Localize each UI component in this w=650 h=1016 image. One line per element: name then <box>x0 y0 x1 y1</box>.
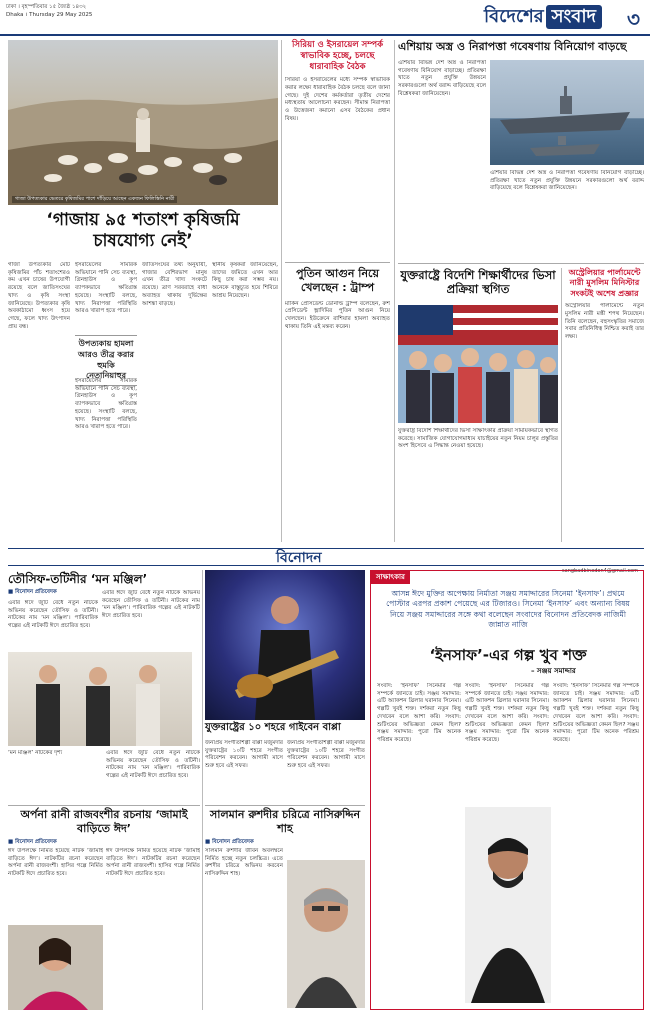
arpana-reporter: ■ বিনোদন প্রতিবেদক <box>8 838 57 845</box>
dateline <box>6 4 92 19</box>
page-number: ৩ <box>626 7 640 31</box>
sanjay-photo <box>465 807 551 1003</box>
gaza-body-col4: স্থানীয় কৃষকরা জানিয়েছেন, তাদের জমিতে এখন আর কিছু চাষ করা সম্ভব নয়। অনেকে বাস্তুচ্যুত হয়ে শিবিরে আশ্রয় নিয়েছেন। <box>212 262 278 299</box>
warship-illustration <box>490 60 644 165</box>
tousif-photo-illustration <box>8 652 192 746</box>
gaza-body-col1: গাজা উপত্যকার মোট কৃষিজমির পাঁচ শতাংশেরও কম এখন চাষের উপযোগী রয়েছে বলে জাতিসংঘের খাদ্য ও কৃষি সংস্থা জানিয়েছে। উপত্যকার কৃষি অবকাঠামো ধ্বংস হয়ে গেছে, ফলে খাদ্য উৎপাদন প্রায় বন্ধ। <box>8 262 70 330</box>
asia-headline: এশিয়ায় অস্ত্র ও নিরাপত্তা গবেষণায় বিনিয়োগ বাড়ছে <box>398 40 627 53</box>
interview-tag: সাক্ষাৎকার <box>371 571 410 584</box>
australia-headline: অস্ট্রেলিয়ার পার্লামেন্টে নারী মুসলিম মিনিস্টার সংকটই অশেষ প্রজ্ঞার <box>568 268 641 298</box>
bappa-headline: যুক্তরাষ্ট্রের ১০ শহরে গাইবেন বাপ্পা <box>205 722 341 733</box>
entertainment-band-title: বিনোদন <box>276 550 322 566</box>
syria-headline: সিরিয়া ও ইসরায়েল সম্পর্ক স্বাভাবিক হচ্ছে, চলছে ধারাবাহিক বৈঠক <box>291 40 384 73</box>
date-bengali: ঢাকা । বৃহস্পতিবার ১৫ জ্যৈষ্ঠ ১৪৩২ <box>6 4 87 10</box>
tousif-reporter: ■ বিনোদন প্রতিবেদক <box>8 589 57 596</box>
students-photo <box>398 305 558 423</box>
column-rule <box>202 570 203 1010</box>
syria-article <box>285 40 390 255</box>
arpana-photo <box>8 925 103 1010</box>
naseer-photo-illustration <box>287 860 365 1008</box>
insaf-body-col3: সংবাদ: ‘ইনসাফ’ সিনেমার গল্প সম্পর্কে জানতে চাই। সঞ্জয় সমাদ্দার: এটি অ্যাকশন থ্রিলার ঘরানার সিনেমা। গল্পটি খুবই শক্ত। দর্শকরা নতুন কিছু দেখবেন বলে আশা করি। সংবাদ: শুটিংয়ের অভিজ্ঞতা কেমন ছিল? সঞ্জয় সমাদ্দার: পুরো টিম অনেক পরিশ্রম করেছে। <box>553 683 639 744</box>
insaf-body-col1: সংবাদ: ‘ইনসাফ’ সিনেমার গল্প সম্পর্কে জানতে চাই। সঞ্জয় সমাদ্দার: এটি অ্যাকশন থ্রিলার ঘরানার সিনেমা। গল্পটি খুবই শক্ত। দর্শকরা নতুন কিছু দেখবেন বলে আশা করি। সংবাদ: শুটিংয়ের অভিজ্ঞতা কেমন ছিল? সঞ্জয় সমাদ্দার: পুরো টিম অনেক পরিশ্রম করেছে। <box>377 683 461 744</box>
bappa-photo-illustration <box>205 570 365 720</box>
arpana-article <box>8 808 200 846</box>
tousif-headline: তৌসিফ-তটিনীর ‘মন মঞ্জিল’ <box>8 572 148 586</box>
tousif-body-3: এবার ঈদে জুটি বেঁধে নতুন নাটকে অভিনয় করেছেন তৌসিফ ও তটিনী। নাটকের নাম ‘মন মঞ্জিল’। পারিবারিক গল্পের এই নাটকটি ঈদে প্রচারিত হবে। <box>106 750 200 780</box>
gaza-body-col2: ইসরায়েলের সামরিক অভিযানে পানি সেচ ব্যবস্থা, গ্রিনহাউস ও কূপ ব্যাপকভাবে ক্ষতিগ্রস্ত হয়েছে। সংস্থাটি বলছে, খাদ্য নিরাপত্তা পরিস্থিতি আরও খারাপ হতে পারে। <box>75 262 137 315</box>
putin-article <box>285 262 390 542</box>
naseer-headline: সালমান রুশদীর চরিত্রে নাসিরুদ্দিন শাহ <box>209 808 361 835</box>
insaf-byline: – সঞ্জয় সমাদ্দার <box>531 667 576 675</box>
arpana-body-2: ঈদ উপলক্ষে নির্মিত হয়েছে নাটক ‘জামাই বাড়িতে ঈদ’। নাটকটির রচনা করেছেন অর্পনা রানী রাজবংশী। হাসির গল্পে নির্মিত নাটকটি ঈদে প্রচারিত হবে। <box>106 848 200 878</box>
section-brand <box>484 4 602 30</box>
insaf-intro: আসন্ন ঈদে মুক্তির অপেক্ষায় নির্মাতা সঞ্জয় সমাদ্দারের সিনেমা ‘ইনসাফ’। প্রথমে পোস্টার এরপর প্রকাশ পেয়েছে এর টিজারও। সিনেমা ‘ইনসাফ’ এবং অন্যান্য বিষয় নিয়ে সঞ্জয় সমাদ্দারের সঙ্গে কথা বলেছেন সংবাদের বিনোদন প্রতিবেদক নাজিমী জান্নাত নাজি <box>386 589 630 629</box>
visa-body: যুক্তরাষ্ট্র বিদেশি শিক্ষার্থীদের ভিসা সাক্ষাৎকার প্রক্রিয়া সাময়িকভাবে স্থগিত করেছে। সামাজিক যোগাযোগমাধ্যম যাচাইয়ের নতুন নিয়ম চালুর প্রস্তুতির অংশ হিসেবে এ সিদ্ধান্ত নেওয়া হয়েছে। <box>398 428 558 450</box>
syria-body: সিরিয়া ও ইসরায়েলের মধ্যে সম্পর্ক স্বাভাবিক করার লক্ষ্যে ধারাবাহিক বৈঠক চলছে বলে জানা গেছে। দুই দেশের কর্মকর্তারা তৃতীয় দেশের মধ্যস্থতায় আলোচনা করছেন। সীমান্ত নিরাপত্তা ও উত্তেজনা কমানো এসব বৈঠকের প্রধান বিষয়। <box>285 77 390 122</box>
arpana-headline: অর্পনা রানী রাজবংশীর রচনায় ‘জামাই বাড়িতে ঈদ’ <box>20 808 188 835</box>
bappa-article <box>205 722 365 735</box>
naseer-body: সালমান রুশদীর জীবন অবলম্বনে নির্মিত হচ্ছে নতুন চলচ্চিত্র। এতে রুশদীর চরিত্রে অভিনয় করবেন নাসিরুদ্দিন শাহ। <box>205 848 283 878</box>
warship-photo <box>490 60 644 165</box>
visa-headline: যুক্তরাষ্ট্রে বিদেশি শিক্ষার্থীদের ভিসা প্রক্রিয়া স্থগিত <box>400 268 556 297</box>
gaza-headline-line2: চাষযোগ্য নেই’ <box>93 231 193 252</box>
arpana-body: ঈদ উপলক্ষে নির্মিত হয়েছে নাটক ‘জামাই বাড়িতে ঈদ’। নাটকটির রচনা করেছেন অর্পনা রানী রাজবংশী। হাসির গল্পে নির্মিত নাটকটি ঈদে প্রচারিত হবে। <box>8 848 103 878</box>
horizontal-rule <box>398 263 644 264</box>
bappa-body: জনপ্রিয় সংগীতশিল্পী বাপ্পা মজুমদার যুক্তরাষ্ট্রের ১০টি শহরে সংগীত পরিবেশন করবেন। আগামী মাসে শুরু হবে এই সফর। <box>205 740 283 770</box>
asia-article <box>398 40 644 53</box>
gaza-pullquote: উপত্যকায় হামলা আরও তীব্র করার হুমকি নেতানিয়াহুর <box>75 335 137 386</box>
entertainment-band <box>8 548 644 575</box>
naseer-article <box>205 808 365 846</box>
tousif-photo <box>8 652 192 746</box>
putin-body: মার্কিন প্রেসিডেন্ট ডোনাল্ড ট্রাম্প বলেছেন, রুশ প্রেসিডেন্ট ভ্লাদিমির পুতিন আগুন নিয়ে খেলছেন। ইউক্রেনে রাশিয়ার হামলা অব্যাহত থাকায় তিনি এই মন্তব্য করেন। <box>285 300 390 330</box>
masthead <box>0 0 650 36</box>
arpana-photo-illustration <box>8 925 103 1010</box>
putin-headline: পুতিন আগুন নিয়ে খেলছেন : ট্রাম্প <box>296 267 379 294</box>
gaza-photo <box>8 40 278 205</box>
date-english: Dhaka । Thursday 29 May 2025 <box>6 11 93 18</box>
insaf-interview-box <box>370 570 644 1010</box>
entertainment-band-email: sangbadbinodon4@gmail.com <box>562 568 638 575</box>
asia-body: এশিয়ার বিভিন্ন দেশ অস্ত্র ও নিরাপত্তা গবেষণায় বিনিয়োগ বাড়াচ্ছে। প্রতিরক্ষা খাতে নতুন প্রযুক্তি উন্নয়নে সরকারগুলো অর্থ বরাদ্দ বাড়িয়েছে বলে বিশ্লেষকরা জানিয়েছেন। <box>398 60 486 97</box>
horizontal-rule <box>205 805 365 806</box>
gaza-headline <box>8 210 278 253</box>
sanjay-photo-illustration <box>465 807 551 1003</box>
brand-part1: বিদেশের <box>484 5 544 27</box>
students-illustration <box>398 305 558 423</box>
brand-part2: সংবাদ <box>546 5 602 29</box>
naseer-reporter: ■ বিনোদন প্রতিবেদক <box>205 838 254 845</box>
bappa-body-2: জনপ্রিয় সংগীতশিল্পী বাপ্পা মজুমদার যুক্তরাষ্ট্রের ১০টি শহরে সংগীত পরিবেশন করবেন। আগামী মাসে শুরু হবে এই সফর। <box>287 740 365 770</box>
gaza-photo-caption: গাজা উপত্যকার ভেতরে কৃষিজমির পাশে দাঁড়িয়ে আছেন একজন ফিলিস্তিনি নারী <box>12 196 177 203</box>
tousif-body-2: এবার ঈদে জুটি বেঁধে নতুন নাটকে অভিনয় করেছেন তৌসিফ ও তটিনী। নাটকের নাম ‘মন মঞ্জিল’। পারিবারিক গল্পের এই নাটকটি ঈদে প্রচারিত হবে। <box>102 590 200 620</box>
insaf-headline: ‘ইনসাফ’-এর গল্প খুব শক্ত <box>429 646 587 664</box>
visa-article <box>398 268 558 297</box>
column-rule <box>394 40 395 542</box>
bappa-photo <box>205 570 365 720</box>
gaza-headline-line1: ‘গাজায় ৯৫ শতাংশ কৃষিজমি <box>46 210 240 230</box>
gaza-photo-illustration <box>8 40 278 205</box>
horizontal-rule <box>8 805 200 806</box>
asia-body-2: এশিয়ার বিভিন্ন দেশ অস্ত্র ও নিরাপত্তা গবেষণায় বিনিয়োগ বাড়াচ্ছে। প্রতিরক্ষা খাতে নতুন প্রযুক্তি উন্নয়নে সরকারগুলো অর্থ বরাদ্দ বাড়িয়েছে বলে বিশ্লেষকরা জানিয়েছেন। <box>490 170 644 192</box>
australia-article <box>565 268 644 528</box>
australia-body: অস্ট্রেলিয়ার পার্লামেন্টে নতুন মুসলিম নারী মন্ত্রী শপথ নিয়েছেন। তিনি বলেছেন, বহুসংস্কৃতির সমাজে সবার প্রতিনিধিত্ব নিশ্চিত করাই তার লক্ষ্য। <box>565 303 644 341</box>
naseer-photo <box>287 860 365 1008</box>
tousif-body: এবার ঈদে জুটি বেঁধে নতুন নাটকে অভিনয় করেছেন তৌসিফ ও তটিনী। নাটকের নাম ‘মন মঞ্জিল’। পারিবারিক গল্পের এই নাটকটি ঈদে প্রচারিত হবে। <box>8 600 98 630</box>
column-rule <box>561 268 562 542</box>
insaf-body-col2: সংবাদ: ‘ইনসাফ’ সিনেমার গল্প সম্পর্কে জানতে চাই। সঞ্জয় সমাদ্দার: এটি অ্যাকশন থ্রিলার ঘরানার সিনেমা। গল্পটি খুবই শক্ত। দর্শকরা নতুন কিছু দেখবেন বলে আশা করি। সংবাদ: শুটিংয়ের অভিজ্ঞতা কেমন ছিল? সঞ্জয় সমাদ্দার: পুরো টিম অনেক পরিশ্রম করেছে। <box>465 683 549 744</box>
gaza-body-col2b: ইসরায়েলের সামরিক অভিযানে পানি সেচ ব্যবস্থা, গ্রিনহাউস ও কূপ ব্যাপকভাবে ক্ষতিগ্রস্ত হয়েছে। সংস্থাটি বলছে, খাদ্য নিরাপত্তা পরিস্থিতি আরও খারাপ হতে পারে। <box>75 378 137 431</box>
tousif-caption: ‘মন মঞ্জিল’ নাটকের দৃশ্য <box>8 750 63 756</box>
column-rule <box>281 40 282 542</box>
gaza-body-col3: জাতিসংঘের তথ্য অনুযায়ী, গাজার বেশিরভাগ মানুষ এখন তীব্র খাদ্য সংকটে রয়েছে। ত্রাণ সরবরাহে বাধা অব্যাহত থাকায় দুর্ভিক্ষের আশঙ্কা বাড়ছে। <box>142 262 207 307</box>
